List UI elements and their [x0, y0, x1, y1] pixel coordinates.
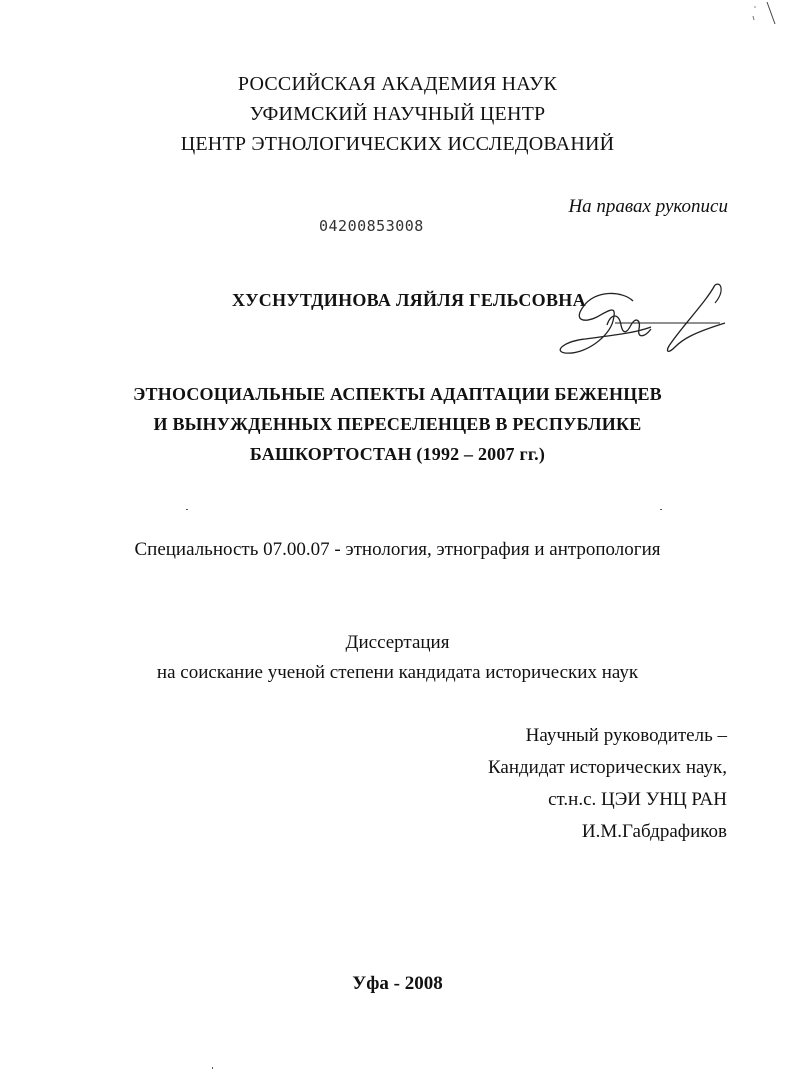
manuscript-rights-note: На правах рукописи — [568, 196, 728, 217]
archive-number: 04200853008 — [319, 217, 424, 235]
specialty: Специальность 07.00.07 - этнология, этнография и антропология — [134, 539, 661, 560]
scan-speck — [186, 509, 188, 510]
author-name: ХУСНУТДИНОВА ЛЯЙЛЯ ГЕЛЬСОВНА — [232, 290, 586, 310]
title-line-2: И ВЫНУЖДЕННЫХ ПЕРЕСЕЛЕНЦЕВ В РЕСПУБЛИКЕ — [153, 414, 642, 434]
scan-speck — [212, 1067, 213, 1069]
supervisor-line-2: Кандидат исторических наук, — [487, 757, 727, 778]
scan-speck — [660, 509, 662, 510]
title-line-3: БАШКОРТОСТАН (1992 – 2007 гг.) — [249, 444, 546, 464]
institution-line-2: УФИМСКИЙ НАУЧНЫЙ ЦЕНТР — [249, 103, 546, 125]
place-and-year: Уфа - 2008 — [352, 973, 443, 994]
institution-line-1: РОССИЙСКАЯ АКАДЕМИЯ НАУК — [237, 73, 558, 95]
supervisor-line-1: Научный руководитель – — [525, 725, 727, 746]
title-line-1: ЭТНОСОЦИАЛЬНЫЕ АСПЕКТЫ АДАПТАЦИИ БЕЖЕНЦЕВ — [133, 384, 662, 404]
institution-line-3: ЦЕНТР ЭТНОЛОГИЧЕСКИХ ИССЛЕДОВАНИЙ — [180, 133, 615, 155]
dissertation-type: Диссертация — [345, 632, 450, 653]
dissertation-degree: на соискание ученой степени кандидата исторических наук — [156, 662, 639, 683]
author-signature — [555, 283, 735, 363]
supervisor-line-3: ст.н.с. ЦЭИ УНЦ РАН — [548, 789, 727, 810]
scan-artifact-marks — [745, 0, 785, 30]
supervisor-line-4: И.М.Габдрафиков — [581, 821, 727, 842]
